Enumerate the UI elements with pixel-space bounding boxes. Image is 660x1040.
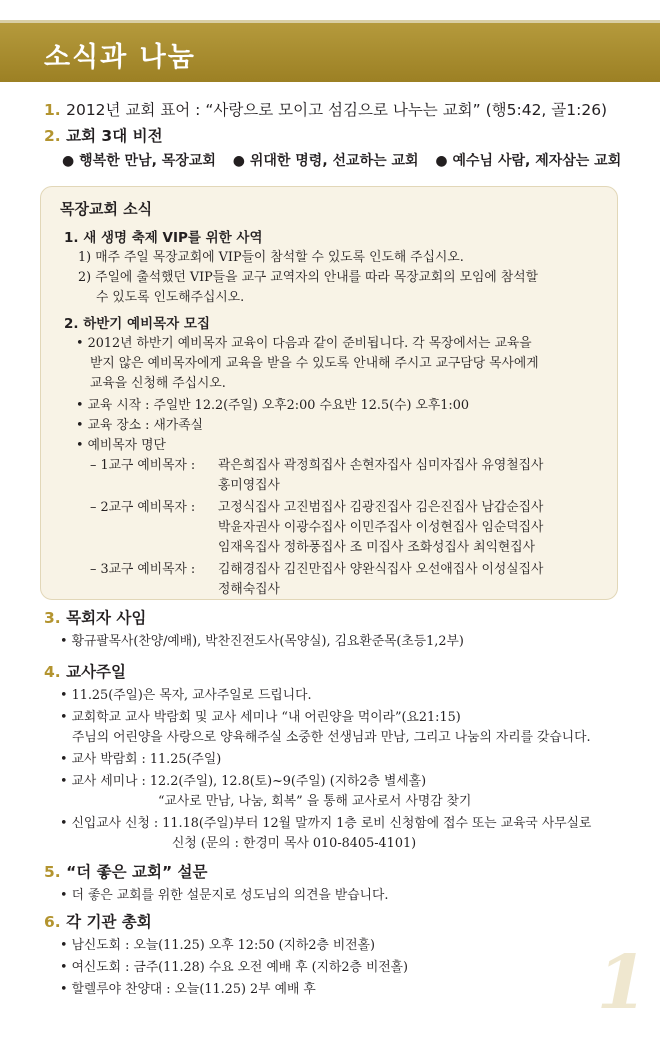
bullet-line xyxy=(60,934,375,953)
bullet-line xyxy=(60,684,312,703)
group-names: 정해숙집사 xyxy=(218,582,280,597)
bullet-line xyxy=(60,706,461,725)
bullet-continuation: 주님의 어린양을 사랑으로 양육해주실 소중한 선생님과 만남, 그리고 나눔의 자리를 갖습니다. xyxy=(72,730,591,745)
vision-item: ● 위대한 명령, 선교하는 교회 xyxy=(232,153,419,169)
bullet-text: 남신도회 : 오늘(11.25) 오후 12:50 (지하2층 비전홀) xyxy=(71,938,375,953)
section-number: 5. xyxy=(44,863,61,881)
bullet-text: 더 좋은 교회를 위한 설문지로 성도님의 의견을 받습니다. xyxy=(71,888,389,903)
section-title: 목회자 사임 xyxy=(66,609,147,627)
bullet-continuation: 받지 않은 예비목자에게 교육을 받을 수 있도록 안내해 주시고 교구담당 목사에게 xyxy=(90,356,539,371)
section-number: 3. xyxy=(44,609,61,627)
bullet-text: 예비목자 명단 xyxy=(87,438,166,453)
bullet-line xyxy=(60,812,591,831)
box-item-line: 2) 주일에 출석했던 VIP들을 교구 교역자의 안내를 따라 목장교회의 모임에 참석할 xyxy=(78,270,538,285)
bullet-text: 교육 장소 : 새가족실 xyxy=(87,418,203,433)
section-number: 2. xyxy=(44,127,61,145)
bullet-continuation: 교육을 신청해 주십시오. xyxy=(90,376,226,391)
section-number: 4. xyxy=(44,663,61,681)
box-item-line: 수 있도록 인도해주십시오. xyxy=(96,290,245,305)
bullet-line xyxy=(60,956,408,975)
church-motto: 2012년 교회 표어 : “사랑으로 모이고 섬김으로 나누는 교회” (행5:42, 골1:26) xyxy=(66,101,608,119)
section-number: 1. xyxy=(44,101,61,119)
page-title: 소식과 나눔 xyxy=(44,42,196,73)
bullet-text: 교육 시작 : 주일반 12.2(주일) 오후2:00 수요반 12.5(수) 오후1:00 xyxy=(87,398,469,413)
bullet-text: 교사 박람회 : 11.25(주일) xyxy=(71,752,222,767)
section-2-heading xyxy=(44,124,163,146)
group-names: 김해경집사 김진만집사 양완식집사 오선애집사 이성실집사 xyxy=(218,562,544,577)
bullet-text: 교사 세미나 : 12.2(주일), 12.8(토)~9(주일) (지하2층 별세홀) xyxy=(71,774,427,789)
section-title: 교사주일 xyxy=(66,663,126,681)
section-4-heading xyxy=(44,660,126,682)
group-label: – 3교구 예비목자 : xyxy=(90,562,196,577)
section-title: “더 좋은 교회” 설문 xyxy=(66,863,208,881)
box-item-title: 2. 하반기 예비목자 모집 xyxy=(64,316,210,332)
group-names: 고정식집사 고진범집사 김광진집사 김은진집사 남갑순집사 xyxy=(218,500,544,515)
group-names: 홍미영집사 xyxy=(218,478,280,493)
group-label: – 2교구 예비목자 : xyxy=(90,500,196,515)
section-title: 교회 3대 비전 xyxy=(66,127,163,145)
box-item-line: 1) 매주 주일 목장교회에 VIP들이 참석할 수 있도록 인도해 주십시오. xyxy=(78,250,464,265)
page-number: 1 xyxy=(596,940,648,1026)
bullet-line xyxy=(76,332,532,351)
bullet-continuation: “교사로 만남, 나눔, 회복” 을 통해 교사로서 사명감 찾기 xyxy=(158,794,472,809)
bullet-line xyxy=(60,978,316,997)
vision-item: ● 예수님 사람, 제자삼는 교회 xyxy=(435,153,622,169)
bullet-text: 교회학교 교사 박람회 및 교사 세미나 “내 어린양을 먹이라”(요21:15) xyxy=(71,710,461,725)
group-names: 임재옥집사 정하풍집사 조 미집사 조화성집사 최익현집사 xyxy=(218,540,536,555)
vision-list xyxy=(62,150,633,170)
group-names: 곽은희집사 곽정희집사 손현자집사 심미자집사 유영철집사 xyxy=(218,458,544,473)
vision-item: ● 행복한 만남, 목장교회 xyxy=(62,153,216,169)
bullet-text: 황규팔목사(찬양/예배), 박찬진전도사(목양실), 김요환준목(초등1,2부) xyxy=(71,634,464,649)
bullet-line xyxy=(60,748,221,767)
bullet-line xyxy=(76,394,469,413)
section-5-heading xyxy=(44,860,207,882)
bullet-text: 신입교사 신청 : 11.18(주일)부터 12월 말까지 1층 로비 신청함에 접수 또는 교육국 사무실로 xyxy=(71,816,592,831)
bullet-text: 할렐루야 찬양대 : 오늘(11.25) 2부 예배 후 xyxy=(71,982,316,997)
section-title: 각 기관 총회 xyxy=(66,913,152,931)
bullet-line xyxy=(60,884,388,903)
bullet-line xyxy=(60,770,426,789)
section-3-heading xyxy=(44,606,146,628)
box-title: 목장교회 소식 xyxy=(60,200,153,218)
section-6-heading xyxy=(44,910,152,932)
section-number: 6. xyxy=(44,913,61,931)
box-item-title: 1. 새 생명 축제 VIP를 위한 사역 xyxy=(64,230,263,246)
bullet-text: 11.25(주일)은 목자, 교사주일로 드립니다. xyxy=(71,688,312,703)
bullet-continuation: 신청 (문의 : 한경미 목사 010-8405-4101) xyxy=(172,836,417,851)
section-1 xyxy=(44,98,607,120)
bullet-text: 여신도회 : 금주(11.28) 수요 오전 예배 후 (지하2층 비전홀) xyxy=(71,960,409,975)
bullet-line xyxy=(76,414,203,433)
bullet-line xyxy=(60,630,464,649)
group-names: 박윤자권사 이광수집사 이민주집사 이성현집사 임순덕집사 xyxy=(218,520,544,535)
bullet-text: 2012년 하반기 예비목자 교육이 다음과 같이 준비됩니다. 각 목장에서는 교육을 xyxy=(87,336,532,351)
group-label: – 1교구 예비목자 : xyxy=(90,458,196,473)
section-banner xyxy=(0,20,660,82)
bullet-line xyxy=(76,434,166,453)
